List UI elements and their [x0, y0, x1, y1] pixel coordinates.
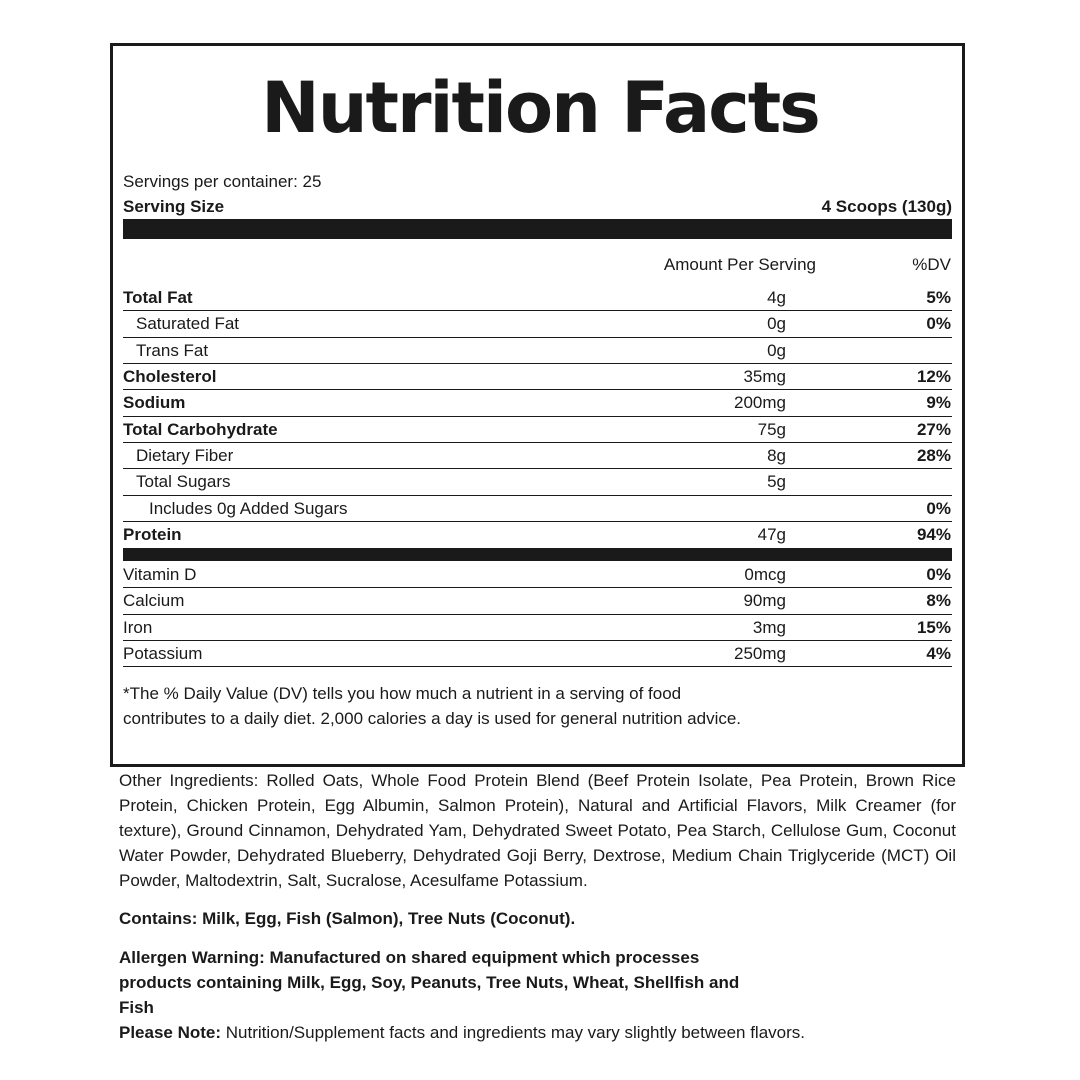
nutrient-amount: 35mg: [743, 366, 786, 386]
serving-divider-bar: [123, 219, 952, 239]
nutrient-row: [123, 522, 952, 548]
nutrient-dv: 12%: [916, 366, 951, 386]
nutrient-name: Total Fat: [123, 288, 193, 307]
other-ingredients: Other Ingredients: Rolled Oats, Whole Food Protein Blend (Beef Protein Isolate, Pea Protein, Brown Rice Protein, Chicken Protein, Egg Albumin, Salmon Protein), Natural and Artificial Flavors, Milk Creamer (for texture), Ground Cinnamon, Dehydrated Yam, Dehydrated Sweet Potato, Pea Starch, Cellulose Gum, Coconut Water Powder, Dehydrated Blueberry, Dehydrated Goji Berry, Dextrose, Medium Chain Triglyceride (MCT) Oil Powder, Maltodextrin, Salt, Sucralose, Acesulfame Potassium.: [119, 771, 956, 890]
vitamin-row: [123, 562, 952, 588]
vitamin-dv: 15%: [916, 617, 951, 637]
vitamin-row: [123, 588, 952, 614]
vitamin-name: Iron: [123, 617, 153, 637]
nutrient-dv: 9%: [926, 393, 951, 413]
nutrient-dv: 94%: [916, 524, 951, 544]
serving-size-row: [123, 197, 952, 217]
please-note: [119, 1020, 956, 1045]
daily-value-footnote: *The % Daily Value (DV) tells you how much a nutrient in a serving of food contributes to a daily diet. 2,000 calories a day is used for general nutrition advice.: [123, 684, 742, 728]
servings-per-container: Servings per container: 25: [123, 172, 322, 191]
nutrient-amount: 0g: [767, 314, 786, 334]
vitamin-name: Vitamin D: [123, 565, 197, 584]
nutrient-amount: 8g: [767, 445, 786, 465]
nutrient-amount: 0g: [767, 340, 786, 360]
nutrient-dv: 0%: [926, 314, 951, 334]
nutrient-row: [123, 417, 952, 443]
nutrient-amount: 200mg: [734, 393, 786, 413]
vitamin-dv: 0%: [926, 565, 951, 584]
vitamin-amount: 3mg: [752, 617, 786, 637]
nutrient-dv: 27%: [916, 419, 951, 439]
vitamin-name: Potassium: [123, 643, 203, 663]
nutrient-name: Includes 0g Added Sugars: [149, 498, 348, 518]
nutrient-amount: 75g: [757, 419, 786, 439]
nutrient-name: Dietary Fiber: [136, 445, 234, 465]
page-title: Nutrition Facts: [261, 67, 819, 149]
vitamins-divider-bar: [123, 548, 952, 561]
vitamin-row: [123, 615, 952, 641]
serving-size-label: Serving Size: [123, 197, 225, 216]
nutrient-row: [123, 364, 952, 390]
contains-statement: Contains: Milk, Egg, Fish (Salmon), Tree Nuts (Coconut).: [119, 909, 576, 928]
vitamin-name: Calcium: [123, 591, 185, 611]
nutrient-row: [123, 390, 952, 416]
vitamin-amount: 90mg: [743, 591, 786, 611]
nutrient-dv: 5%: [926, 288, 951, 307]
nutrient-amount: 5g: [767, 472, 786, 492]
nutrient-row: [123, 311, 952, 337]
nutrient-name: Cholesterol: [123, 366, 217, 386]
please-note-label: Please Note:: [119, 1023, 222, 1042]
vitamin-dv: 4%: [926, 643, 951, 663]
nutrient-row: [123, 496, 952, 522]
nutrient-row: [123, 469, 952, 495]
nutrient-row: [123, 285, 952, 311]
nutrient-amount: 4g: [767, 288, 786, 307]
vitamin-row: [123, 641, 952, 667]
vitamin-table: [123, 562, 952, 667]
allergen-warning: Allergen Warning: Manufactured on shared equipment which processes products containing Milk, Egg, Soy, Peanuts, Tree Nuts, Wheat, Shellfish and Fish: [119, 948, 740, 1017]
dv-column-header: %DV: [912, 255, 951, 274]
vitamin-amount: 250mg: [734, 643, 786, 663]
nutrient-row: [123, 338, 952, 364]
nutrient-name: Protein: [123, 524, 182, 544]
vitamin-dv: 8%: [926, 591, 951, 611]
column-header-row: [123, 255, 952, 275]
vitamin-amount: 0mcg: [744, 565, 786, 584]
nutrient-dv: 28%: [916, 445, 951, 465]
nutrient-name: Sodium: [123, 393, 186, 413]
nutrient-row: [123, 443, 952, 469]
nutrient-name: Total Sugars: [136, 472, 231, 492]
nutrient-amount: 47g: [757, 524, 786, 544]
nutrient-name: Total Carbohydrate: [123, 419, 278, 439]
nutrient-name: Saturated Fat: [136, 314, 240, 334]
nutrient-table: [123, 285, 952, 548]
serving-size-value: 4 Scoops (130g): [821, 197, 952, 216]
nutrient-name: Trans Fat: [136, 340, 209, 360]
amount-column-header: Amount Per Serving: [663, 255, 816, 274]
please-note-text: Nutrition/Supplement facts and ingredients may vary slightly between flavors.: [221, 1023, 805, 1042]
nutrient-dv: 0%: [926, 498, 951, 518]
